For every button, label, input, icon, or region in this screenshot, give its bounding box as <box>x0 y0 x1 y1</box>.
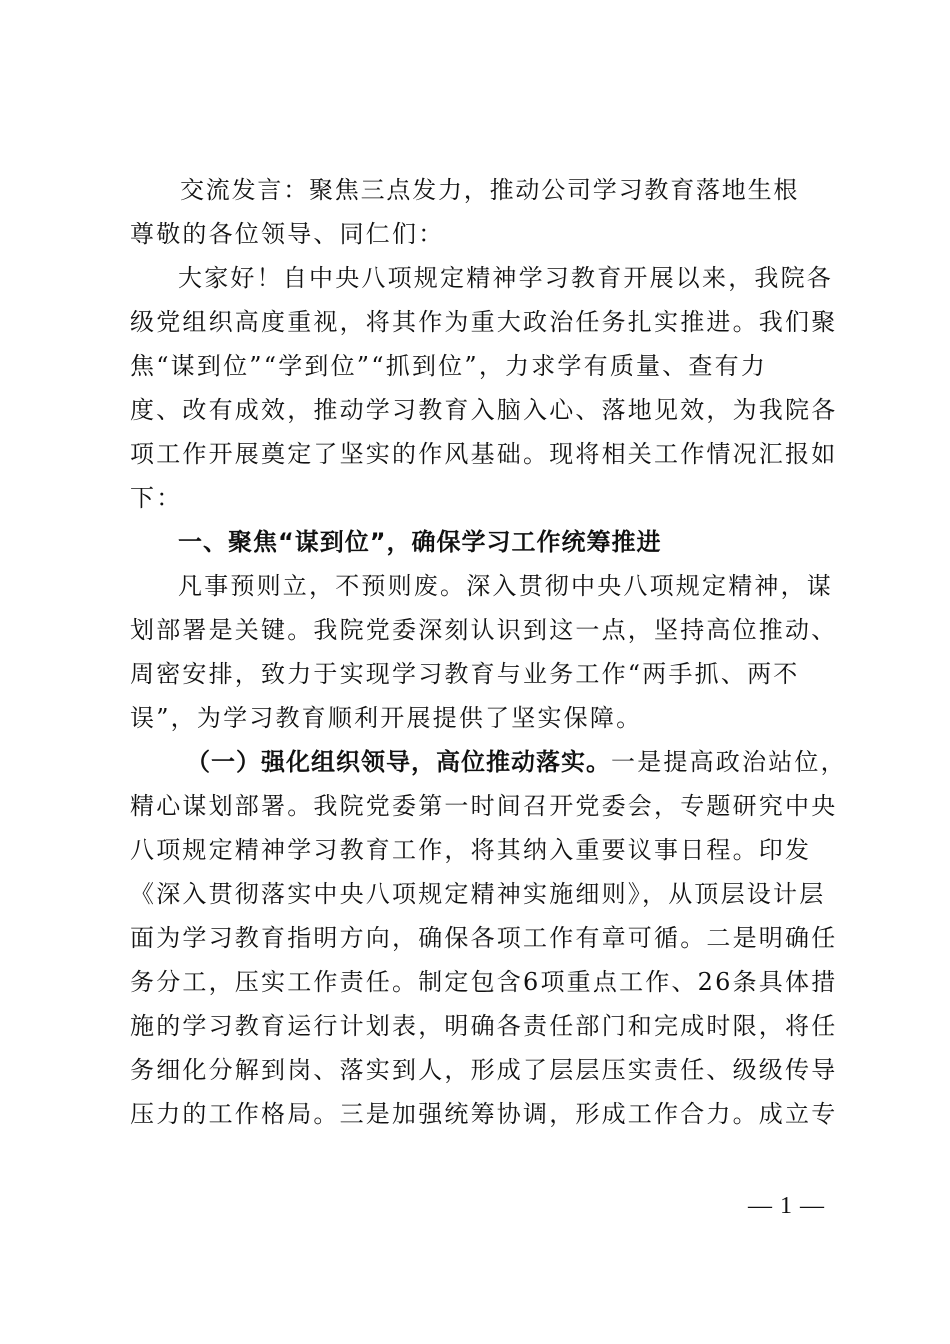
subsection-paragraph <box>130 740 847 1136</box>
paragraph-line: 下： <box>130 484 183 512</box>
intro-paragraph <box>130 256 838 520</box>
salutation: 尊敬的各位领导、同仁们： <box>130 220 445 248</box>
paragraph-line: 度、改有成效，推动学习教育入脑入心、落地见效，为我院各 <box>130 396 838 424</box>
paragraph-line: 划部署是关键。我院党委深刻认识到这一点，坚持高位推动、 <box>130 616 838 644</box>
subsection-heading: （一）强化组织领导，高位推动落实。 <box>186 748 611 776</box>
paragraph-line: 务细化分解到岗、落实到人，形成了层层压实责任、级级传导 <box>130 1056 838 1084</box>
paragraph-line: 八项规定精神学习教育工作，将其纳入重要议事日程。印发 <box>130 836 812 864</box>
section-paragraph <box>130 564 838 740</box>
document-page <box>130 168 847 1136</box>
paragraph-line: 精心谋划部署。我院党委第一时间召开党委会，专题研究中央 <box>130 792 838 820</box>
document-title: 交流发言：聚焦三点发力，推动公司学习教育落地生根 <box>180 176 800 204</box>
paragraph-line: 大家好！自中央八项规定精神学习教育开展以来，我院各 <box>178 264 833 292</box>
paragraph-line: 凡事预则立，不预则废。深入贯彻中央八项规定精神，谋 <box>178 572 833 600</box>
paragraph-line: 周密安排，致力于实现学习教育与业务工作“两手抓、两不 <box>130 660 800 688</box>
section-heading: 一、聚焦“谋到位”，确保学习工作统筹推进 <box>178 528 662 556</box>
paragraph-line: 焦“谋到位”“学到位”“抓到位”，力求学有质量、查有力 <box>130 352 768 380</box>
paragraph-line: 面为学习教育指明方向，确保各项工作有章可循。二是明确任 <box>130 924 838 952</box>
paragraph-line: 误”，为学习教育顺利开展提供了坚实保障。 <box>130 704 643 732</box>
paragraph-line: 务分工，压实工作责任。制定包含6项重点工作、26条具体措 <box>130 968 838 996</box>
paragraph-line: 项工作开展奠定了坚实的作风基础。现将相关工作情况汇报如 <box>130 440 838 468</box>
paragraph-line: 压力的工作格局。三是加强统筹协调，形成工作合力。成立专 <box>130 1100 838 1128</box>
paragraph-line: 《深入贯彻落实中央八项规定精神实施细则》，从顶层设计层 <box>130 880 826 908</box>
paragraph-line: 施的学习教育运行计划表，明确各责任部门和完成时限，将任 <box>130 1012 838 1040</box>
page-number: — 1 — <box>748 1193 825 1219</box>
paragraph-line: 级党组织高度重视，将其作为重大政治任务扎实推进。我们聚 <box>130 308 838 336</box>
subsection-first-line <box>130 740 847 784</box>
subsection-first-line-text: 一是提高政治站位， <box>611 748 847 776</box>
